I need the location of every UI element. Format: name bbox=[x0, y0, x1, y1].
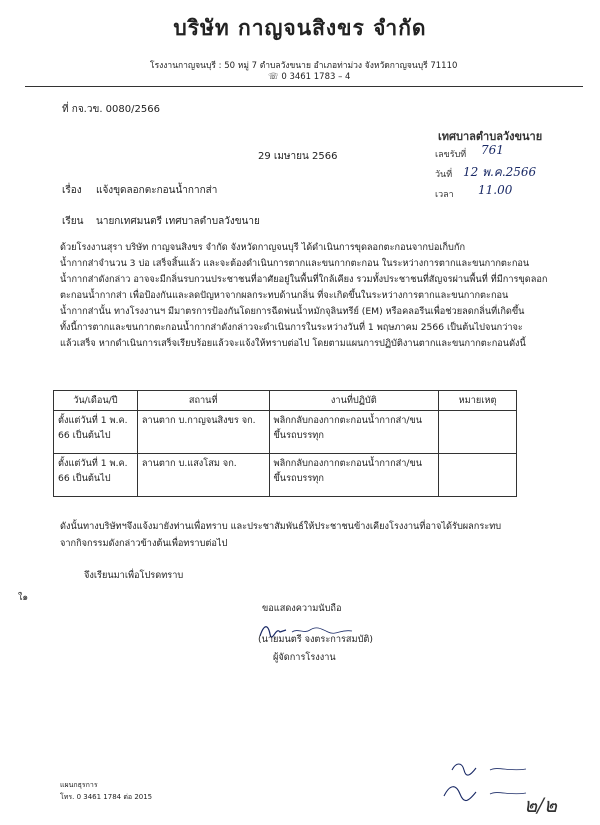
stamp-recv-value: 761 bbox=[481, 143, 504, 157]
recipient-text: นายกเทศมนตรี เทศบาลตำบลวังขนาย bbox=[96, 216, 260, 227]
cell-task: พลิกกลับกองกากตะกอนน้ำกากส่า/ขนขึ้นรถบรรทุก bbox=[269, 454, 439, 497]
cell-note bbox=[439, 411, 517, 454]
body-paragraph bbox=[60, 240, 548, 352]
footer-phone: โทร. 0 3461 1784 ต่อ 2015 bbox=[60, 793, 153, 801]
subject-label: เรื่อง bbox=[62, 185, 82, 196]
receipt-stamp bbox=[433, 127, 573, 200]
cell-date: ตั้งแต่วันที่ 1 พ.ค. 66 เป็นต้นไป bbox=[54, 454, 138, 497]
document-number: ที่ กจ.วข. 0080/2566 bbox=[62, 104, 160, 115]
signer-position: ผู้จัดการโรงงาน bbox=[273, 652, 336, 663]
body-line: น้ำกากส่าดังกล่าว อาจจะมีกลิ่นรบกวนประชาชนที่อาศัยอยู่ในพื้นที่ใกล้เคียง รวมทั้งประชาชนที่สัญจรผ่านพื้นที่ ที่มีการขุดลอก bbox=[60, 274, 548, 285]
stamp-date-value: 12 พ.ค.2566 bbox=[463, 165, 537, 179]
cell-task: พลิกกลับกองกากตะกอนน้ำกากส่า/ขนขึ้นรถบรรทุก bbox=[269, 411, 439, 454]
body-line: น้ำกากส่าจำนวน 3 บ่อ เสร็จสิ้นแล้ว และจะต้องดำเนินการตากและขนกากตะกอน ในระหว่างการตากและขนกากตะกอน bbox=[60, 258, 530, 269]
stamp-time-label: เวลา bbox=[435, 190, 454, 200]
table-row bbox=[54, 454, 517, 497]
page-mark-text: ๒/๒ bbox=[524, 793, 558, 816]
regards-line: ขอแสดงความนับถือ bbox=[262, 603, 342, 614]
letter-date: 29 เมษายน 2566 bbox=[258, 151, 338, 162]
body-line: ด้วยโรงงานสุรา บริษัท กาญจนสิงขร จำกัด จังหวัดกาญจนบุรี ได้ดำเนินการขุดลอกตะกอนจากบ่อเก็บกัก bbox=[60, 242, 466, 253]
cell-note bbox=[439, 454, 517, 497]
col-header-task: งานที่ปฏิบัติ bbox=[269, 391, 439, 411]
table-header-row bbox=[54, 391, 517, 411]
cell-place: ลานตาก บ.กาญจนสิงขร จก. bbox=[137, 411, 269, 454]
company-phone: ☏ 0 3461 1783 – 4 bbox=[268, 72, 351, 82]
closing-line: ดังนั้นทางบริษัทฯจึงแจ้งมายังท่านเพื่อทราบ และประชาสัมพันธ์ให้ประชาชนข้างเคียงโรงงานที่อาจได้รับผลกระทบ bbox=[60, 521, 502, 532]
stamp-time-value: 11.00 bbox=[478, 183, 513, 197]
body-line: ทั้งนี้การตากและขนกากตะกอนน้ำกากส่าดังกล่าวจะดำเนินการในระหว่างวันที่ 1 พฤษภาคม 2566 เป็นต้นไปจนกว่าจะ bbox=[60, 322, 523, 333]
body-line: น้ำกากส่านั้น ทางโรงงานฯ มีมาตรการป้องกันโดยการฉีดพ่นน้ำหมักจุลินทรีย์ (EM) หรือคลอรีนเพื่อช่วยลดกลิ่นที่เกิดขึ้น bbox=[60, 306, 525, 317]
body-line: แล้วเสร็จ หากดำเนินการเสร็จเรียบร้อยแล้วจะแจ้งให้ทราบต่อไป โดยตามแผนการปฏิบัติงานตากและขนกากตะกอนดังนี้ bbox=[60, 338, 526, 349]
col-header-note: หมายเหตุ bbox=[439, 391, 517, 411]
margin-mark: ใ๑ bbox=[18, 593, 29, 603]
stamp-title: เทศบาลตำบลวังขนาย bbox=[438, 130, 543, 143]
stamp-recv-label: เลขรับที่ bbox=[435, 150, 467, 160]
cell-date: ตั้งแต่วันที่ 1 พ.ค. 66 เป็นต้นไป bbox=[54, 411, 138, 454]
col-header-date: วัน/เดือน/ปี bbox=[54, 391, 138, 411]
col-header-place: สถานที่ bbox=[137, 391, 269, 411]
cell-place: ลานตาก บ.แสงโสม จก. bbox=[137, 454, 269, 497]
request-line: จึงเรียนมาเพื่อโปรดทราบ bbox=[84, 570, 184, 581]
header-divider bbox=[25, 86, 583, 87]
closing-paragraph bbox=[60, 518, 540, 552]
subject-text: แจ้งขุดลอกตะกอนน้ำกากส่า bbox=[96, 185, 218, 196]
table-row bbox=[54, 411, 517, 454]
closing-line: จากกิจกรรมดังกล่าวข้างต้นเพื่อทราบต่อไป bbox=[60, 538, 228, 549]
schedule-table bbox=[53, 390, 517, 497]
company-name: บริษัท กาญจนสิงขร จำกัด bbox=[173, 16, 427, 40]
recipient-label: เรียน bbox=[62, 216, 84, 227]
company-address: โรงงานกาญจนบุรี : 50 หมู่ 7 ตำบลวังขนาย อำเภอท่าม่วง จังหวัดกาญจนบุรี 71110 bbox=[150, 61, 458, 71]
page-mark bbox=[520, 790, 580, 816]
footer-department: แผนกธุรการ bbox=[60, 781, 98, 789]
body-line: ตะกอนน้ำกากส่า เพื่อป้องกันและลดปัญหาจากผลกระทบด้านกลิ่น ที่จะเกิดขึ้นในระหว่างการตากและขนกากตะกอน bbox=[60, 290, 509, 301]
signer-name: (นายมนตรี จงตระการสมบัติ) bbox=[258, 634, 373, 645]
stamp-date-label: วันที่ bbox=[435, 170, 453, 180]
